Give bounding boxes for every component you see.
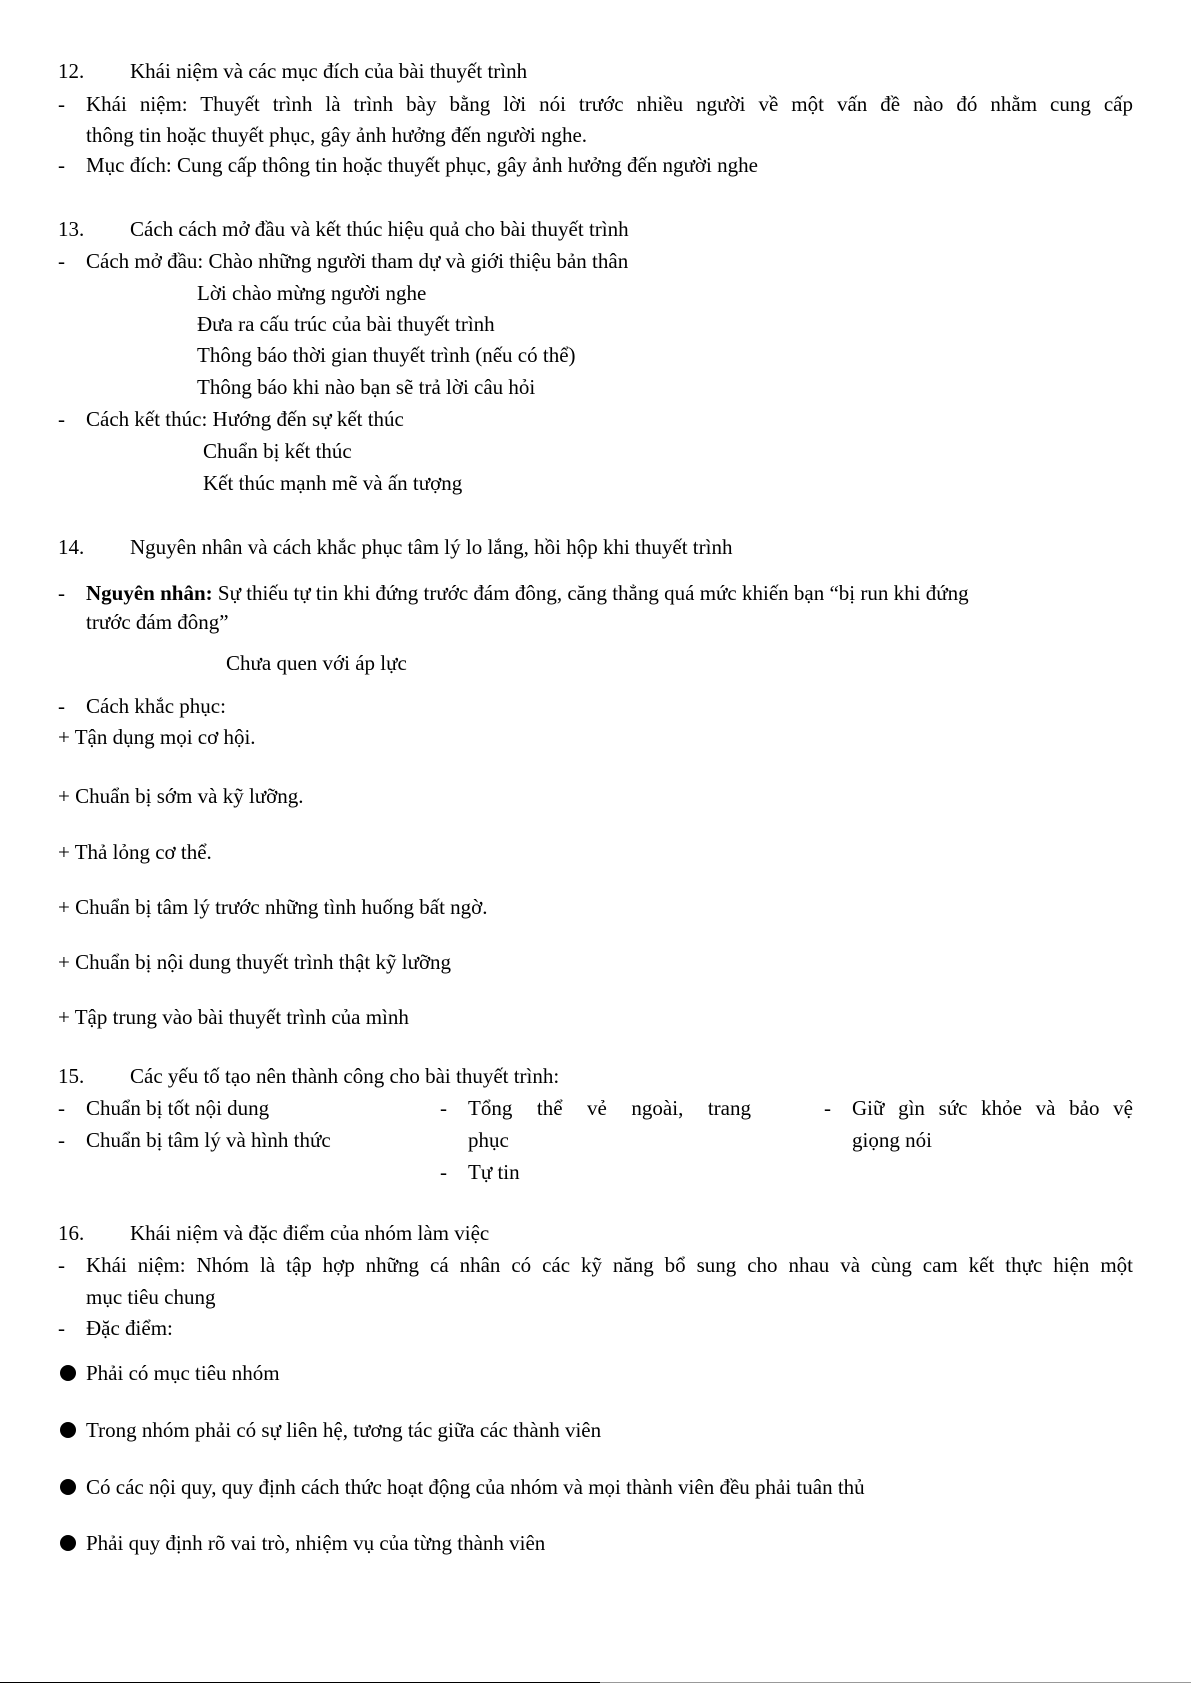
section-15-heading: Các yếu tố tạo nên thành công cho bài thuyết trình: [130,1064,560,1088]
s15-col1-item: Chuẩn bị tâm lý và hình thức [86,1128,331,1152]
s13-opening-item: Đưa ra cấu trúc của bài thuyết trình [197,312,495,336]
page-bottom-rule [600,1682,1191,1683]
s16-concept-line2: mục tiêu chung [86,1285,216,1309]
s14-fix-item: + Chuẩn bị nội dung thuyết trình thật kỹ lưỡng [58,950,452,974]
s14-cause-line2: trước đám đông” [86,610,229,634]
section-12-number: 12. [58,59,85,83]
section-15-number: 15. [58,1064,85,1088]
section-13-heading: Cách cách mở đầu và kết thúc hiệu quả cho bài thuyết trình [130,217,629,241]
s16-feature-item: Phải quy định rõ vai trò, nhiệm vụ của từng thành viên [86,1531,546,1555]
s14-cause-extra: Chưa quen với áp lực [226,651,407,675]
section-14-heading: Nguyên nhân và cách khắc phục tâm lý lo lắng, hồi hộp khi thuyết trình [130,535,733,559]
s16-concept-line1: Khái niệm: Nhóm là tập hợp những cá nhân có các kỹ năng bổ sung cho nhau và cùng cam kết thực hiện một [86,1253,1133,1277]
s15-col2-item1-line2: phục [468,1128,509,1152]
dash-marker: - [58,581,65,605]
section-14-number: 14. [58,535,85,559]
dash-marker: - [58,1253,65,1277]
page-bottom-rule [0,1682,600,1683]
s16-feature-item: Có các nội quy, quy định cách thức hoạt động của nhóm và mọi thành viên đều phải tuân thủ [86,1475,865,1499]
s13-closing-item: Chuẩn bị kết thúc [203,439,352,463]
s14-cause-text: Sự thiếu tự tin khi đứng trước đám đông, căng thẳng quá mức khiến bạn “bị run khi đứng [212,581,969,605]
s12-concept-line2: thông tin hoặc thuyết phục, gây ảnh hưởng đến người nghe. [86,123,588,147]
dash-marker: - [58,153,65,177]
s16-features-label: Đặc điểm: [86,1316,173,1340]
dash-marker: - [58,694,65,718]
s13-opening-item: Thông báo thời gian thuyết trình (nếu có thể) [197,343,576,367]
dash-marker: - [440,1160,447,1184]
dash-marker: - [58,1096,65,1120]
s16-feature-item: Trong nhóm phải có sự liên hệ, tương tác giữa các thành viên [86,1418,602,1442]
s15-col2-item2: Tự tin [468,1160,520,1184]
section-16-number: 16. [58,1221,85,1245]
bullet-icon [60,1365,76,1381]
s14-fix-item: + Thả lỏng cơ thể. [58,840,212,864]
s14-fix-item: + Chuẩn bị sớm và kỹ lưỡng. [58,784,304,808]
s14-fix-item: + Tận dụng mọi cơ hội. [58,725,256,749]
bullet-icon [60,1479,76,1495]
dash-marker: - [58,407,65,431]
s13-opening-item: Lời chào mừng người nghe [197,281,427,305]
s15-col2-item1-line1: Tổng thể vẻ ngoài, trang [468,1096,751,1120]
s13-opening-item: Thông báo khi nào bạn sẽ trả lời câu hỏi [197,375,536,399]
s14-cause-line1 [86,578,969,608]
s12-purpose: Mục đích: Cung cấp thông tin hoặc thuyết phục, gây ảnh hưởng đến người nghe [86,153,758,177]
s15-col3-line1: Giữ gìn sức khỏe và bảo vệ [852,1096,1133,1120]
section-12-heading: Khái niệm và các mục đích của bài thuyết trình [130,59,528,83]
bullet-icon [60,1535,76,1551]
dash-marker: - [440,1096,447,1120]
s16-feature-item: Phải có mục tiêu nhóm [86,1361,280,1385]
bullet-icon [60,1422,76,1438]
dash-marker: - [58,92,65,116]
dash-marker: - [58,1128,65,1152]
dash-marker: - [58,249,65,273]
s13-closing: Cách kết thúc: Hướng đến sự kết thúc [86,407,404,431]
s14-fix-label: Cách khắc phục: [86,694,226,718]
s13-opening: Cách mở đầu: Chào những người tham dự và giới thiệu bản thân [86,249,629,273]
s15-col1-item: Chuẩn bị tốt nội dung [86,1096,270,1120]
s14-fix-item: + Chuẩn bị tâm lý trước những tình huống bất ngờ. [58,895,488,919]
dash-marker: - [58,1316,65,1340]
s13-closing-item: Kết thúc mạnh mẽ và ấn tượng [203,471,463,495]
section-13-number: 13. [58,217,85,241]
s15-col3-line2: giọng nói [852,1128,932,1152]
s14-cause-label: Nguyên nhân: [86,581,213,605]
section-16-heading: Khái niệm và đặc điểm của nhóm làm việc [130,1221,490,1245]
dash-marker: - [824,1096,831,1120]
s12-concept-line1: Khái niệm: Thuyết trình là trình bày bằng lời nói trước nhiều người về một vấn đề nào đó nhằm cung cấp [86,92,1133,116]
s14-fix-item: + Tập trung vào bài thuyết trình của mình [58,1005,409,1029]
